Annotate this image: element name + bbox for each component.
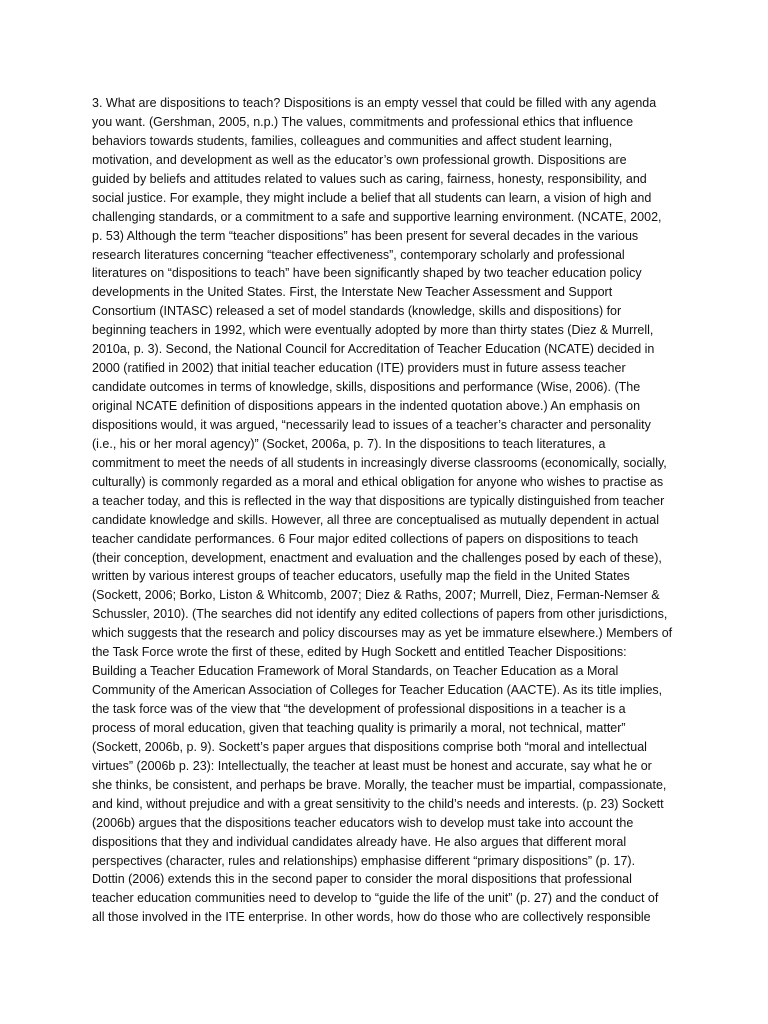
text-line: Community of the American Association of Colleges for Teacher Education (AACTE). As its title implies,	[92, 683, 663, 698]
text-line: Building a Teacher Education Framework of Moral Standards, on Teacher Education as a Moral	[92, 664, 619, 679]
text-line: guided by beliefs and attitudes related to values such as caring, fairness, honesty, responsibility, and	[92, 171, 647, 186]
text-line: commitment to meet the needs of all students in increasingly diverse classrooms (economically, socially,	[92, 455, 667, 470]
text-line: you want. (Gershman, 2005, n.p.) The values, commitments and professional ethics that influence	[92, 114, 634, 129]
text-line: motivation, and development as well as the educator’s own professional growth. Dispositions are	[92, 152, 627, 167]
text-line: process of moral education, given that teaching quality is primarily a moral, not technical, matter”	[92, 720, 626, 735]
text-line: (Sockett, 2006b, p. 9). Sockett’s paper argues that dispositions comprise both “moral and intellectual	[92, 739, 647, 754]
text-line: (their conception, development, enactment and evaluation and the challenges posed by each of these),	[92, 550, 662, 565]
text-line: candidate knowledge and skills. However, all three are conceptualised as mutually dependent in actual	[92, 512, 660, 527]
text-line: challenging standards, or a commitment to a safe and supportive learning environment. (NCATE, 2002,	[92, 209, 662, 224]
text-line: developments in the United States. First, the Interstate New Teacher Assessment and Support	[92, 285, 613, 300]
text-line: p. 53) Although the term “teacher dispositions” has been present for several decades in the various	[92, 228, 639, 243]
text-line: which suggests that the research and policy discourses may as yet be immature elsewhere.) Members of	[92, 626, 673, 641]
text-line: behaviors towards students, families, colleagues and communities and affect student learning,	[92, 133, 613, 148]
text-line: and kind, without prejudice and with a great sensitivity to the child’s needs and interests. (p. 23) Sockett	[92, 796, 664, 811]
text-line: Schussler, 2010). (The searches did not identify any edited collections of papers from other jurisdictions,	[92, 607, 668, 622]
text-line: a teacher today, and this is reflected in the way that dispositions are typically distinguished from teacher	[92, 493, 665, 508]
text-line: beginning teachers in 1992, which were eventually adopted by more than thirty states (Diez & Murrell,	[92, 323, 654, 338]
text-line: written by various interest groups of teacher educators, usefully map the field in the United States	[92, 569, 630, 584]
text-line: (Sockett, 2006; Borko, Liston & Whitcomb, 2007; Diez & Raths, 2007; Murrell, Diez, Ferman-Nemser &	[92, 588, 660, 603]
text-line: perspectives (character, rules and relationships) emphasise different “primary dispositions” (p. 17).	[92, 853, 636, 868]
text-line: 2000 (ratified in 2002) that initial teacher education (ITE) providers must in future assess teacher	[92, 361, 626, 376]
text-line: research literatures concerning “teacher effectiveness”, contemporary scholarly and professional	[92, 247, 625, 262]
text-line: virtues” (2006b p. 23): Intellectually, the teacher at least must be honest and accurate, say what he or	[92, 758, 652, 773]
text-line: original NCATE definition of dispositions appears in the indented quotation above.) An emphasis on	[92, 399, 641, 413]
text-line: teacher education communities need to develop to “guide the life of the unit” (p. 27) and the conduct of	[92, 891, 659, 906]
body-text	[92, 94, 692, 927]
text-line: the task force was of the view that “the development of professional dispositions in a teacher is a	[92, 702, 626, 716]
text-line: dispositions would, it was argued, “necessarily lead to issues of a teacher’s character and personality	[92, 417, 651, 432]
text-line: 3. What are dispositions to teach? Dispositions is an empty vessel that could be filled with any agenda	[92, 96, 657, 110]
text-line: social justice. For example, they might include a belief that all students can learn, a vision of high and	[92, 190, 652, 205]
text-line: candidate outcomes in terms of knowledge, skills, dispositions and performance (Wise, 2006). (The	[92, 380, 641, 395]
text-line: teacher candidate performances. 6 Four major edited collections of papers on dispositions to teach	[92, 531, 639, 546]
text-line: culturally) is commonly regarded as a moral and ethical obligation for anyone who wishes to practise as	[92, 474, 664, 489]
text-line: dispositions that they and individual candidates already have. He also argues that different moral	[92, 834, 627, 849]
text-line: Consortium (INTASC) released a set of model standards (knowledge, skills and dispositions) for	[92, 304, 622, 319]
text-line: (i.e., his or her moral agency)” (Socket, 2006a, p. 7). In the dispositions to teach literatures, a	[92, 436, 606, 451]
text-line: she thinks, be consistent, and perhaps be brave. Morally, the teacher must be impartial, compassionate,	[92, 777, 667, 792]
text-line: literatures on “dispositions to teach” have been significantly shaped by two teacher education policy	[92, 266, 642, 281]
text-line: the Task Force wrote the first of these, edited by Hugh Sockett and entitled Teacher Dispositions:	[92, 645, 627, 660]
text-line: Dottin (2006) extends this in the second paper to consider the moral dispositions that professional	[92, 872, 632, 887]
text-line: all those involved in the ITE enterprise. In other words, how do those who are collectively responsible	[92, 910, 651, 925]
text-line: (2006b) argues that the dispositions teacher educators wish to develop must take into account the	[92, 815, 634, 830]
text-line: 2010a, p. 3). Second, the National Council for Accreditation of Teacher Education (NCATE) decided in	[92, 342, 655, 357]
